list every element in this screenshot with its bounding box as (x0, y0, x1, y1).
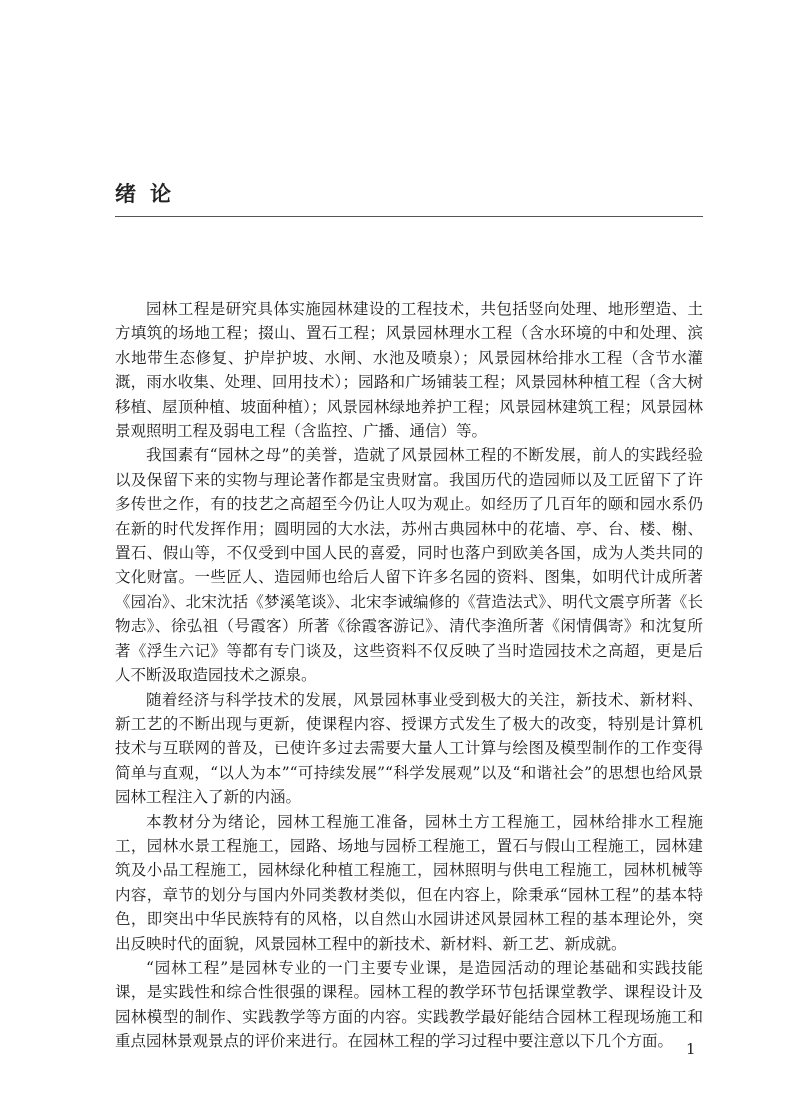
chapter-title: 绪论 (115, 182, 185, 206)
paragraph-3: 随着经济与科学技术的发展，风景园林事业受到极大的关注，新技术、新材料、新工艺的不断出现与更新，使课程内容、授课方式发生了极大的改变，特别是计算机技术与互联网的普及，已使许多过去需要大量人工计算与绘图及模型制作的工作变得简单与直观，“以人为本”“可持续发展”“科学发展观”以及“和谐社会”的思想也给风景园林工程注入了新的内涵。 (115, 690, 703, 807)
paragraph-1: 园林工程是研究具体实施园林建设的工程技术，共包括竖向处理、地形塑造、土方填筑的场地工程；掇山、置石工程；风景园林理水工程（含水环境的中和处理、滨水地带生态修复、护岸护坡、水闸、水池及喷泉）；风景园林给排水工程（含节水灌溉，雨水收集、处理、回用技术）；园路和广场铺装工程；风景园林种植工程（含大树移植、屋顶种植、坡面种植）；风景园林绿地养护工程；风景园林建筑工程；风景园林景观照明工程及弱电工程（含监控、广播、通信）等。 (115, 300, 703, 441)
paragraph-4: 本教材分为绪论，园林工程施工准备，园林土方工程施工，园林给排水工程施工，园林水景工程施工，园路、场地与园桥工程施工，置石与假山工程施工，园林建筑及小品工程施工，园林绿化种植工程施工，园林照明与供电工程施工，园林机械等内容，章节的划分与国内外同类教材类似，但在内容上，除秉承“园林工程”的基本特色，即突出中华民族特有的风格，以自然山水园讲述风景园林工程的基本理论外，突出反映时代的面貌，风景园林工程中的新技术、新材料、新工艺、新成就。 (115, 812, 703, 953)
body-text (115, 297, 703, 1054)
page-number: 1 (686, 1040, 696, 1058)
title-divider (115, 216, 703, 217)
paragraph-5: “园林工程”是园林专业的一门主要专业课，是造园活动的理论基础和实践技能课，是实践性和综合性很强的课程。园林工程的教学环节包括课堂教学、课程设计及园林模型的制作、实践教学等方面的内容。实践教学最好能结合园林工程现场施工和重点园林景观景点的评价来进行。在园林工程的学习过程中要注意以下几个方面。 (115, 958, 703, 1051)
paragraph-2: 我国素有“园林之母”的美誉，造就了风景园林工程的不断发展，前人的实践经验以及保留下来的实物与理论著作都是宝贵财富。我国历代的造园师以及工匠留下了许多传世之作，有的技艺之高超至今仍让人叹为观止。如经历了几百年的颐和园水系仍在新的时代发挥作用；圆明园的大水法，苏州古典园林中的花墙、亭、台、楼、榭、置石、假山等，不仅受到中国人民的喜爱，同时也落户到欧美各国，成为人类共同的文化财富。一些匠人、造园师也给后人留下许多名园的资料、图集，如明代计成所著《园冶》、北宋沈括《梦溪笔谈》、北宋李诫编修的《营造法式》、明代文震亨所著《长物志》、徐弘祖（号霞客）所著《徐霞客游记》、清代李渔所著《闲情偶寄》和沈复所著《浮生六记》等都有专门谈及，这些资料不仅反映了当时造园技术之高超，更是后人不断汲取造园技术之源泉。 (115, 446, 703, 685)
